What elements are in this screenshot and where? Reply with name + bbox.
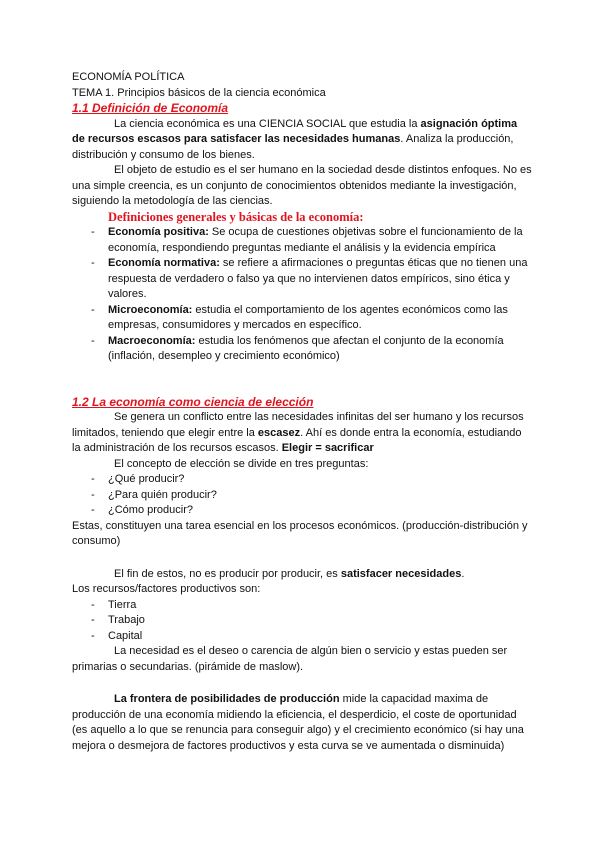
question-item: - ¿Qué producir? [91,473,185,485]
question-item: - ¿Para quién producir? [91,488,217,501]
section-1-paragraph-2: El objeto de estudio es el ser humano en la sociedad desde distintos enfoques. No es una simple creencia, es un conjunto de conocimientos obtenidos mediante la investigación, siguiendo la metodología de las ciencias. [72,164,532,207]
questions-list [72,472,532,519]
section-2-paragraph-6: La necesidad es el deseo o carencia de algún bien o servicio y estas pueden ser primarias o secundarias. (pirámide de maslow). [72,645,508,673]
definition-item: - Microeconomía: estudia el comportamiento de los agentes económicos como las empresas, consumidores y mercados en específico. [91,303,508,331]
factors-list [72,598,532,645]
topic-title: TEMA 1. Principios básicos de la ciencia económica [72,86,326,99]
factor-item: - Tierra [91,598,137,611]
definitions-list [72,225,532,365]
definition-item: - Macroeconomía: estudia los fenómenos que afectan el conjunto de la economía (inflación, desempleo y crecimiento económico) [91,334,504,362]
document-page [72,70,532,754]
section-2-paragraph-4: El fin de estos, no es producir por producir, es satisfacer necesidades. [114,567,465,580]
factor-item: - Trabajo [91,614,145,626]
definition-item: - Economía positiva: Se ocupa de cuestiones objetivas sobre el funcionamiento de la economía, respondiendo preguntas mediante el análisis y la evidencia empírica [91,226,523,254]
subject-title: ECONOMÍA POLÍTICA [72,71,185,83]
section-2-paragraph-1: Se genera un conflicto entre las necesidades infinitas del ser humano y los recursos limitados, teniendo que elegir entre la escasez. Ahí es donde entra la economía, estudiando la administración de los recursos escasos. Elegir = sacrificar [72,411,524,454]
section-2-paragraph-7: La frontera de posibilidades de producción mide la capacidad maxima de producción de una economía midiendo la eficiencia, el desperdicio, el coste de oportunidad (es aquello a lo que se renuncia para conseguir algo) y el crecimiento económico (si hay una mejora o desmejora de factores productivos y esta curva se ve aumentada o disminuida) [72,693,524,752]
section-2-paragraph-5: Los recursos/factores productivos son: [72,583,261,595]
section-1-heading: 1.1 Definición de Economía [72,101,229,115]
section-1-paragraph-1: La ciencia económica es una CIENCIA SOCIAL que estudia la asignación óptima de recursos escasos para satisfacer las necesidades humanas. Analiza la producción, distribución y consumo de los bienes. [72,117,518,161]
question-item: - ¿Cómo producir? [91,504,193,516]
definitions-subheading: Definiciones generales y básicas de la economía: [108,209,364,224]
section-2-paragraph-3: Estas, constituyen una tarea esencial en los procesos económicos. (producción-distribución y consumo) [72,519,528,547]
factor-item: - Capital [91,629,143,642]
section-2-paragraph-2: El concepto de elección se divide en tres preguntas: [114,457,369,470]
section-2-heading: 1.2 La economía como ciencia de elección [72,394,314,409]
definition-item: - Economía normativa: se refiere a afirmaciones o preguntas éticas que no tienen una respuesta de verdadero o falso ya que no intervienen datos empíricos, sino ética y valores. [91,257,528,300]
